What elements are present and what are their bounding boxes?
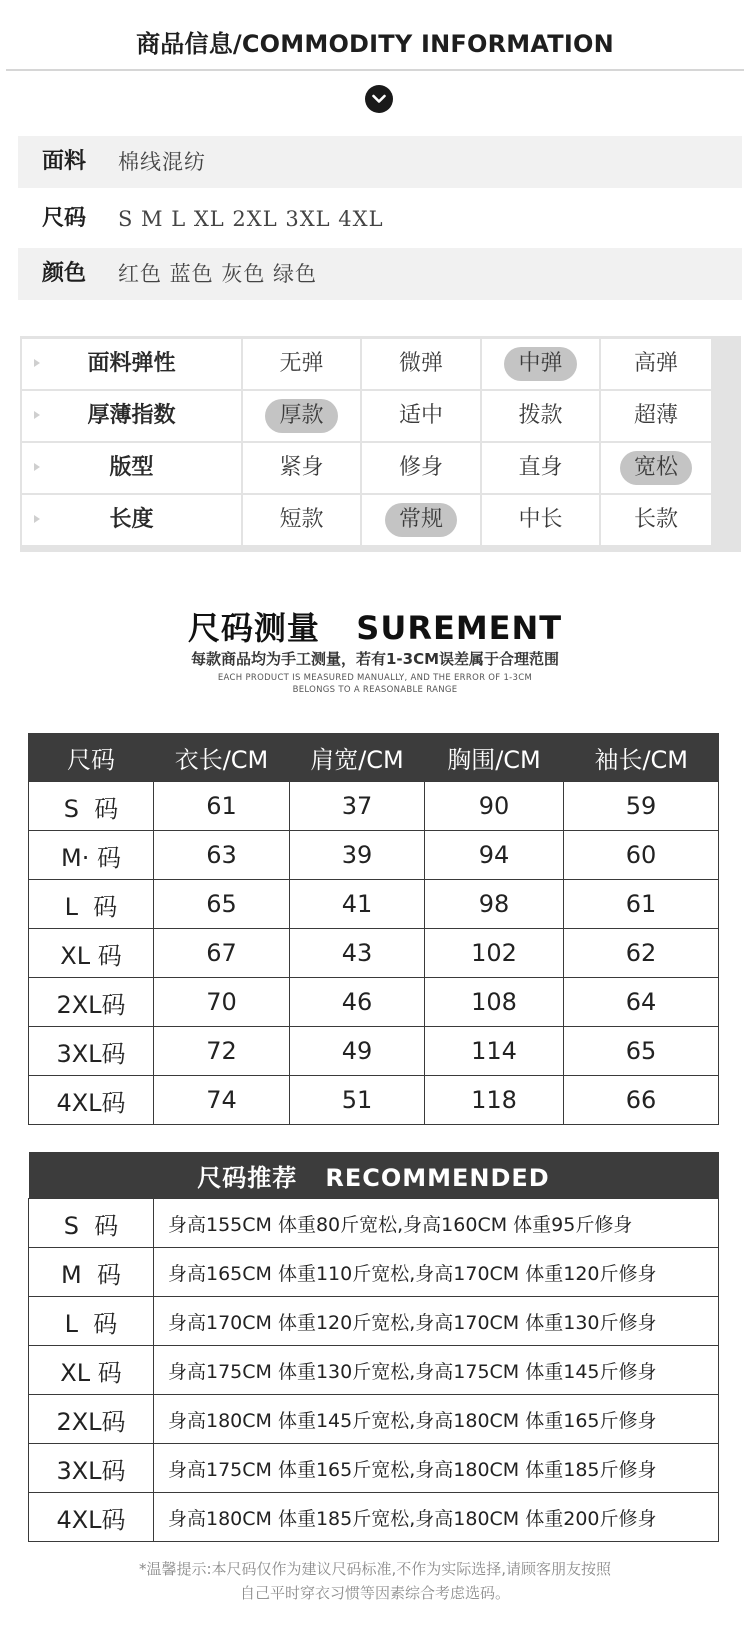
attribute-option-text: 适中 xyxy=(398,403,443,428)
measurement-cell: 94 xyxy=(425,831,564,880)
info-row-color xyxy=(18,248,742,300)
size-cell: S 码 xyxy=(29,782,154,831)
measurement-cell: 118 xyxy=(425,1076,564,1125)
measurement-cell: 98 xyxy=(425,880,564,929)
measurement-cell: 59 xyxy=(564,782,719,831)
table-row xyxy=(29,978,719,1027)
attribute-option-text: 微弹 xyxy=(398,351,443,376)
info-label: 尺码 xyxy=(42,206,87,231)
column-header: 袖长/CM xyxy=(564,733,719,782)
attribute-option xyxy=(482,391,599,441)
info-value: 棉线混纺 xyxy=(118,150,206,174)
measurement-cell: 43 xyxy=(290,929,425,978)
info-label: 面料 xyxy=(42,149,87,174)
footer-note: *温馨提示:本尺码仅作为建议尺码标准,不作为实际选择,请顾客朋友按照 xyxy=(138,1560,612,1578)
measurement-cell: 72 xyxy=(154,1027,290,1076)
attribute-option-selected: 厚款 xyxy=(265,399,337,433)
size-cell: 4XL码 xyxy=(29,1493,154,1542)
attribute-option-text: 直身 xyxy=(518,455,563,480)
attribute-option xyxy=(243,495,360,545)
page-title: 商品信息/COMMODITY INFORMATION xyxy=(136,30,614,58)
attribute-option xyxy=(243,339,360,389)
recommendation-cell: 身高180CM 体重185斤宽松,身高180CM 体重200斤修身 xyxy=(154,1493,719,1542)
recommendation-cell: 身高175CM 体重165斤宽松,身高180CM 体重185斤修身 xyxy=(154,1444,719,1493)
attribute-label xyxy=(22,495,241,545)
recommendation-cell: 身高175CM 体重130斤宽松,身高175CM 体重145斤修身 xyxy=(154,1346,719,1395)
size-recommendation-table xyxy=(28,1152,719,1542)
measurement-cell: 65 xyxy=(564,1027,719,1076)
table-row xyxy=(29,831,719,880)
info-value: 红色 蓝色 灰色 绿色 xyxy=(118,262,318,286)
measurement-cell: 70 xyxy=(154,978,290,1027)
measurement-cell: 46 xyxy=(290,978,425,1027)
info-row-size xyxy=(18,193,742,245)
size-cell: 3XL码 xyxy=(29,1444,154,1493)
measurement-cell: 63 xyxy=(154,831,290,880)
attribute-option xyxy=(362,443,480,493)
attribute-option xyxy=(482,443,599,493)
footer-note: 自己平时穿衣习惯等因素综合考虑选码。 xyxy=(239,1584,510,1602)
measurement-title: 尺码测量 SUREMENT xyxy=(187,609,563,647)
size-cell: L 码 xyxy=(29,880,154,929)
measurement-cell: 60 xyxy=(564,831,719,880)
measurement-cell: 41 xyxy=(290,880,425,929)
attribute-label-text: 面料弹性 xyxy=(87,351,176,376)
column-header: 尺码 xyxy=(29,733,154,782)
attribute-option-text: 高弹 xyxy=(633,351,678,376)
size-cell: 3XL码 xyxy=(29,1027,154,1076)
attribute-option xyxy=(601,339,711,389)
measurement-cell: 49 xyxy=(290,1027,425,1076)
triangle-right-icon xyxy=(34,359,40,367)
info-value: S M L XL 2XL 3XL 4XL xyxy=(118,207,384,231)
column-header: 胸围/CM xyxy=(425,733,564,782)
size-cell: 2XL码 xyxy=(29,1395,154,1444)
attribute-option-text: 短款 xyxy=(279,507,324,532)
triangle-right-icon xyxy=(34,411,40,419)
size-cell: M· 码 xyxy=(29,831,154,880)
table-row xyxy=(29,1199,719,1248)
table-row xyxy=(29,929,719,978)
table-row xyxy=(29,1444,719,1493)
info-label: 颜色 xyxy=(42,261,87,286)
measurement-cell: 90 xyxy=(425,782,564,831)
size-cell: 4XL码 xyxy=(29,1076,154,1125)
size-cell: L 码 xyxy=(29,1297,154,1346)
attribute-label-text: 版型 xyxy=(109,455,154,480)
table-row xyxy=(29,782,719,831)
size-measurement-table xyxy=(28,733,719,1125)
measurement-cell: 37 xyxy=(290,782,425,831)
recommendation-cell: 身高165CM 体重110斤宽松,身高170CM 体重120斤修身 xyxy=(154,1248,719,1297)
attribute-label xyxy=(22,339,241,389)
measurement-cell: 65 xyxy=(154,880,290,929)
attribute-option-selected: 常规 xyxy=(385,503,457,537)
measurement-cell: 108 xyxy=(425,978,564,1027)
measurement-cell: 114 xyxy=(425,1027,564,1076)
table-row xyxy=(29,1248,719,1297)
attribute-option-text: 长款 xyxy=(633,507,678,532)
measurement-cell: 62 xyxy=(564,929,719,978)
measurement-cell: 51 xyxy=(290,1076,425,1125)
attribute-label-text: 长度 xyxy=(109,507,154,532)
size-cell: 2XL码 xyxy=(29,978,154,1027)
attribute-option xyxy=(601,443,711,493)
attribute-option xyxy=(601,391,711,441)
recommendation-cell: 身高180CM 体重145斤宽松,身高180CM 体重165斤修身 xyxy=(154,1395,719,1444)
attribute-option xyxy=(362,391,480,441)
measurement-cell: 61 xyxy=(154,782,290,831)
measurement-cell: 61 xyxy=(564,880,719,929)
triangle-right-icon xyxy=(34,463,40,471)
measurement-cell: 67 xyxy=(154,929,290,978)
column-header: 衣长/CM xyxy=(154,733,290,782)
attribute-option-text: 中长 xyxy=(518,507,563,532)
recommendation-cell: 身高170CM 体重120斤宽松,身高170CM 体重130斤修身 xyxy=(154,1297,719,1346)
measurement-subtitle: 每款商品均为手工测量，若有1-3CM误差属于合理范围 xyxy=(190,650,560,668)
info-row-fabric xyxy=(18,136,742,188)
attribute-option-text: 无弹 xyxy=(279,351,324,376)
table-row xyxy=(29,1493,719,1542)
attribute-option xyxy=(243,391,360,441)
measurement-note-en: BELONGS TO A REASONABLE RANGE xyxy=(292,685,458,695)
table-header-row xyxy=(29,733,719,782)
table-row xyxy=(29,1027,719,1076)
table-row xyxy=(29,880,719,929)
measurement-cell: 102 xyxy=(425,929,564,978)
size-cell: S 码 xyxy=(29,1199,154,1248)
attribute-label xyxy=(22,443,241,493)
attribute-option-text: 超薄 xyxy=(633,403,678,428)
chevron-down-icon xyxy=(365,85,393,113)
attribute-option xyxy=(601,495,711,545)
attribute-option-text: 拨款 xyxy=(518,403,563,428)
table-row xyxy=(29,1346,719,1395)
table-header-row xyxy=(29,1152,719,1199)
attribute-option-selected: 中弹 xyxy=(504,347,576,381)
attribute-option-text: 紧身 xyxy=(279,455,324,480)
attribute-option xyxy=(362,495,480,545)
attribute-grid xyxy=(20,336,741,552)
measurement-note-en: EACH PRODUCT IS MEASURED MANUALLY, AND THE ERROR OF 1-3CM xyxy=(217,673,533,683)
size-cell: M 码 xyxy=(29,1248,154,1297)
table-row xyxy=(29,1395,719,1444)
table-row xyxy=(29,1076,719,1125)
header-divider xyxy=(6,69,744,71)
attribute-label-text: 厚薄指数 xyxy=(87,403,176,428)
attribute-option xyxy=(482,495,599,545)
measurement-cell: 66 xyxy=(564,1076,719,1125)
recommendation-title: 尺码推荐 RECOMMENDED xyxy=(29,1152,719,1199)
attribute-option-text: 修身 xyxy=(398,455,443,480)
size-cell: XL 码 xyxy=(29,929,154,978)
attribute-option xyxy=(482,339,599,389)
attribute-option xyxy=(362,339,480,389)
size-cell: XL 码 xyxy=(29,1346,154,1395)
recommendation-cell: 身高155CM 体重80斤宽松,身高160CM 体重95斤修身 xyxy=(154,1199,719,1248)
table-row xyxy=(29,1297,719,1346)
attribute-option-selected: 宽松 xyxy=(620,451,692,485)
measurement-cell: 64 xyxy=(564,978,719,1027)
measurement-cell: 39 xyxy=(290,831,425,880)
triangle-right-icon xyxy=(34,515,40,523)
attribute-label xyxy=(22,391,241,441)
measurement-cell: 74 xyxy=(154,1076,290,1125)
attribute-option xyxy=(243,443,360,493)
column-header: 肩宽/CM xyxy=(290,733,425,782)
